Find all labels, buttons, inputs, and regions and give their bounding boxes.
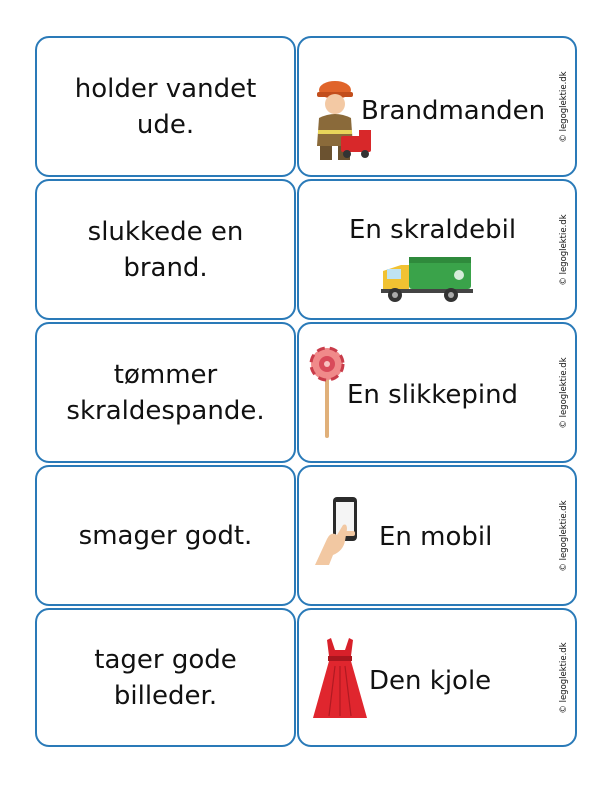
phrase-card-5 (35, 608, 296, 747)
phone-icon (313, 495, 369, 567)
word-card-5 (297, 608, 577, 747)
word-card-4 (297, 465, 577, 606)
word-text: Brandmanden (361, 96, 546, 126)
word-text: En mobil (379, 522, 493, 552)
phrase-card-4 (35, 465, 296, 606)
phrase-text: smager godt. (78, 520, 253, 551)
word-text: Den kjole (369, 666, 492, 696)
word-card-1 (297, 36, 577, 177)
credit-text: © legoglektie.dk (559, 356, 569, 429)
phrase-text: slukkede en brand. (87, 216, 244, 283)
credit-text: © legoglektie.dk (559, 641, 569, 714)
phrase-text: tømmer skraldespande. (66, 359, 265, 426)
word-card-2 (297, 179, 577, 320)
garbage-truck-icon (379, 253, 479, 303)
credit-text: © legoglektie.dk (559, 213, 569, 286)
word-text: En slikkepind (347, 380, 519, 410)
credit-text: © legoglektie.dk (559, 70, 569, 143)
credit-text: © legoglektie.dk (559, 499, 569, 572)
lollipop-icon (309, 346, 345, 440)
word-card-3 (297, 322, 577, 463)
phrase-card-1 (35, 36, 296, 177)
phrase-text: holder vandet ude. (74, 73, 257, 140)
phrase-card-2 (35, 179, 296, 320)
phrase-card-3 (35, 322, 296, 463)
word-text: En skraldebil (349, 215, 517, 245)
dress-icon (313, 636, 367, 720)
phrase-text: tager gode billeder. (94, 644, 237, 711)
